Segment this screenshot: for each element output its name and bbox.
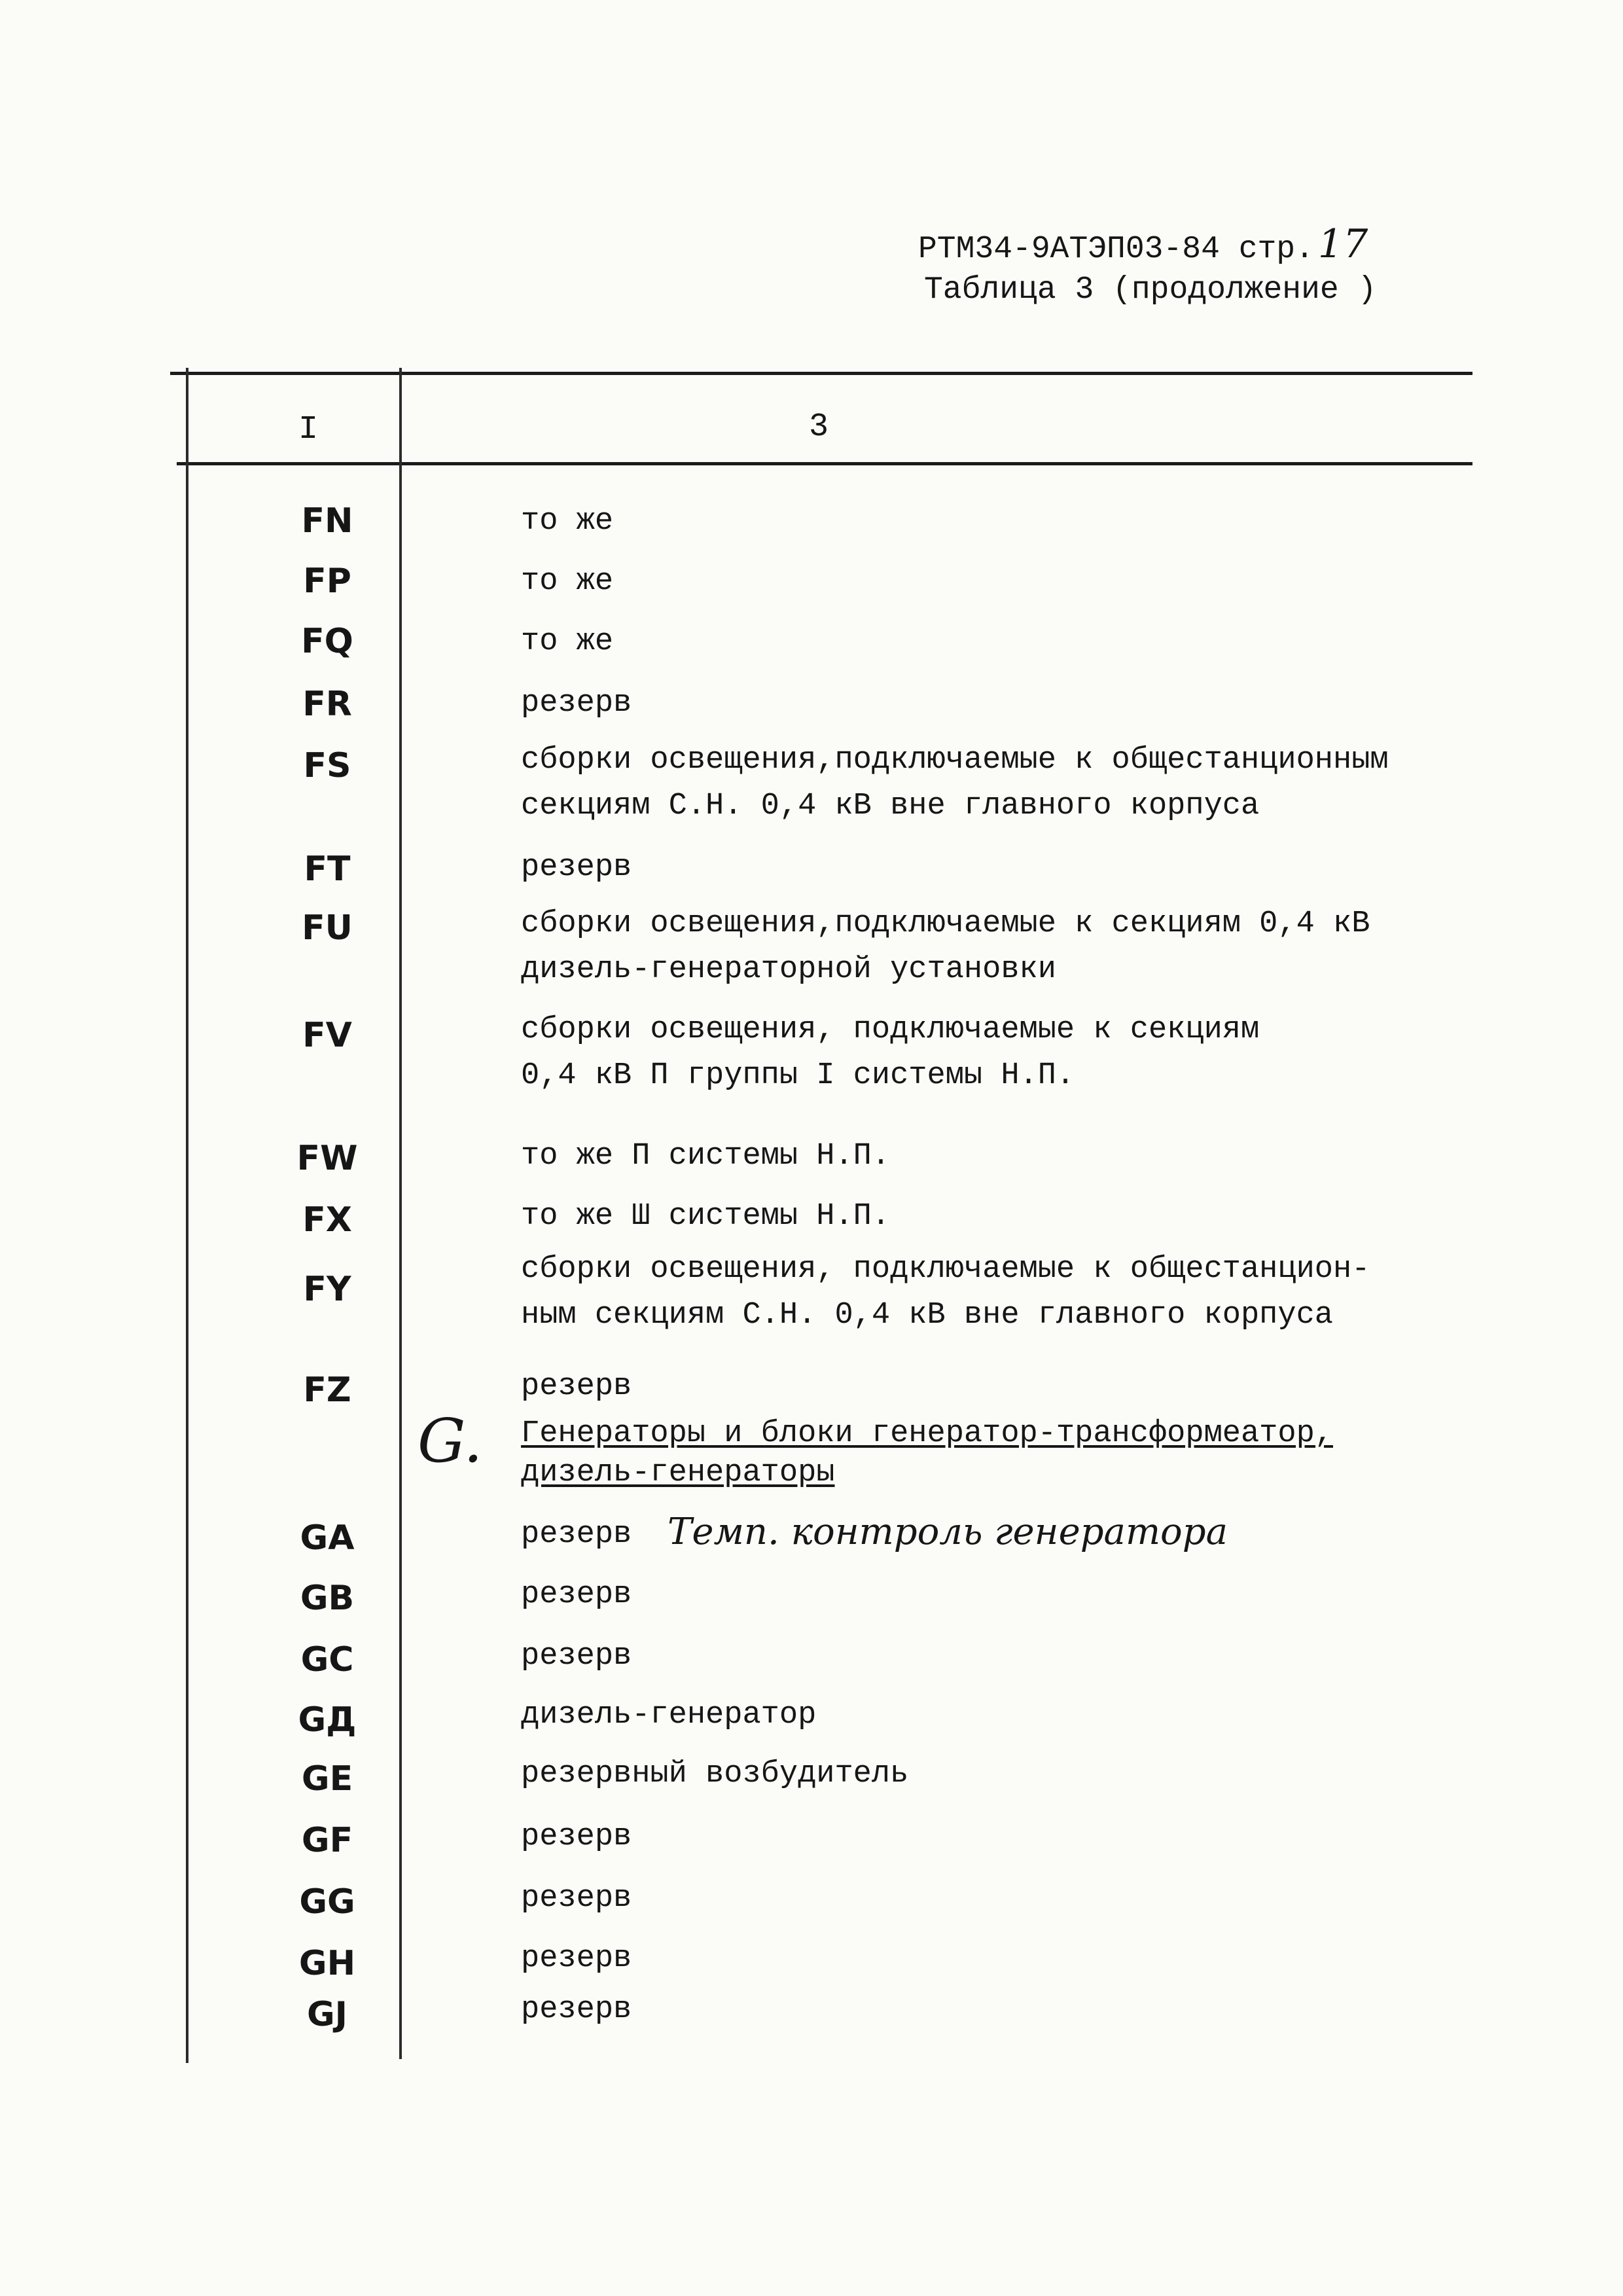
row-code: FZ (303, 1371, 351, 1410)
row-code: FY (303, 1270, 351, 1309)
table-column-divider (399, 368, 402, 2059)
row-description: то же (521, 624, 614, 659)
row-code: FS (303, 746, 351, 785)
row-description: сборки освещения, подключаемые к общестанцион- ным секциям С.Н. 0,4 кВ вне главного корпуса (521, 1252, 1370, 1333)
row-description: сборки освещения, подключаемые к секциям 0,4 кВ П группы I системы Н.П. (521, 1013, 1260, 1093)
row-code: FP (303, 562, 351, 601)
row-code: GA (300, 1518, 355, 1558)
row-description: то же (521, 504, 614, 539)
group-title: Генераторы и блоки генератор-трансформеатор, дизель-генераторы (521, 1416, 1334, 1490)
row-description: резерв (521, 1577, 632, 1612)
row-code: FU (302, 908, 353, 948)
group-letter-g: G. (418, 1406, 483, 1476)
row-code: GJ (306, 1995, 348, 2034)
document-code: РТМ34-9АТЭП03-84 (918, 232, 1220, 267)
table-top-rule (170, 372, 1472, 375)
row-description: резерв (521, 1941, 632, 1976)
row-description: резерв (521, 686, 632, 721)
row-code: FQ (301, 622, 353, 661)
row-code: GH (298, 1944, 356, 1983)
column-header-3: 3 (809, 408, 829, 446)
page-label: стр. (1238, 232, 1314, 267)
row-code: GE (301, 1759, 353, 1799)
column-header-1: I (298, 411, 319, 448)
row-description: сборки освещения,подключаемые к общестанционным секциям С.Н. 0,4 кВ вне главного корпуса (521, 743, 1389, 823)
row-description: то же П системы Н.П. (521, 1139, 891, 1174)
row-code: GC (300, 1640, 354, 1679)
document-code-line (918, 221, 1368, 267)
row-code: FW (296, 1139, 358, 1178)
row-description: резерв (521, 1369, 632, 1404)
row-code: GД (298, 1700, 357, 1740)
row-description: то же Ш системы Н.П. (521, 1199, 891, 1234)
row-description: резервный возбудитель (521, 1757, 909, 1791)
page-number: 17 (1317, 221, 1368, 267)
row-code: GF (301, 1821, 353, 1860)
row-description: дизель-генератор (521, 1698, 817, 1732)
row-description: то же (521, 564, 614, 599)
row-code: FV (302, 1016, 352, 1055)
row-code: FR (302, 685, 352, 724)
table-header-rule (177, 462, 1472, 465)
table-left-border (186, 368, 188, 2063)
row-description: сборки освещения,подключаемые к секциям 0,4 кВ дизель-генераторной установки (521, 906, 1370, 987)
handwritten-note: Темп. контроль генератора (668, 1511, 1228, 1553)
row-code: FX (302, 1200, 352, 1240)
row-description: резерв (521, 850, 632, 885)
row-code: FN (301, 501, 353, 541)
row-description: резерв (521, 1639, 632, 1674)
table-caption: Таблица 3 (продолжение ) (924, 272, 1377, 308)
row-code: GB (300, 1579, 355, 1618)
row-description: резерв (521, 1820, 632, 1854)
row-description: резерв (521, 1992, 632, 2027)
row-description: резерв (521, 1881, 632, 1916)
row-description: резерв (521, 1517, 632, 1552)
row-code: FT (304, 850, 351, 889)
row-code: GG (299, 1882, 355, 1922)
